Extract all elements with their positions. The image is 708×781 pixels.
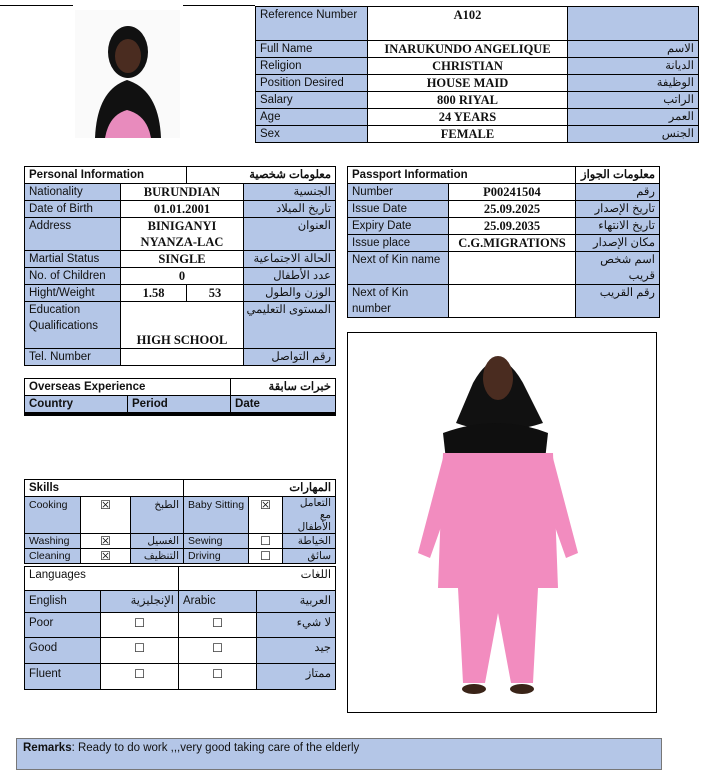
value-weight: 53 [187,285,244,302]
english-checkbox[interactable]: ☐ [101,638,179,664]
table-row [25,415,336,416]
level-label: Fluent [25,664,101,690]
level-label-ar: ممتاز [257,664,336,690]
skill-checkbox[interactable]: ☐ [249,534,283,549]
value-kin-name [449,252,576,285]
languages-table [24,566,336,690]
languages-title: Languages [25,567,179,591]
label-full-name: Full Name [256,41,368,58]
language-level-row [25,664,336,690]
ar-reference [568,7,699,41]
ar-address: العنوان [244,218,336,251]
arabic-checkbox[interactable]: ☐ [179,638,257,664]
skill-checkbox[interactable]: ☒ [81,497,131,534]
skill-label: Washing [25,534,81,549]
english-checkbox[interactable]: ☐ [101,613,179,638]
column-date: Date [231,396,336,413]
language-level-row [25,613,336,638]
skill-row [25,549,336,564]
personal-title: Personal Information [25,167,187,184]
ar-kin-name: اسم شخص قريب [576,252,660,285]
label-tel: Tel. Number [25,349,121,366]
label-expiry-date: Expiry Date [348,218,449,235]
value-tel [121,349,244,366]
label-kin-name: Next of Kin name [348,252,449,285]
languages-title-ar: اللغات [179,567,336,591]
value-age: 24 YEARS [368,109,568,126]
column-country: Country [25,396,128,413]
skill-checkbox[interactable]: ☒ [81,549,131,564]
label-marital: Martial Status [25,251,121,268]
ar-kin-number: رقم القريب [576,285,660,318]
value-sex: FEMALE [368,126,568,143]
skill-label-ar: التنظيف [131,549,184,564]
label-salary: Salary [256,92,368,109]
cell [231,415,336,416]
value-children: 0 [121,268,244,285]
skills-title-ar: المهارات [184,480,336,497]
value-reference: A102 [368,7,568,41]
ar-dob: تاريخ الميلاد [244,201,336,218]
personal-info-table [24,166,336,366]
skill-label-ar: التعامل مع الأطفال [283,497,336,534]
candidate-portrait-photo [75,10,180,138]
skill-label: Cleaning [25,549,81,564]
ar-religion: الديانة [568,58,699,75]
address-line-1: BINIGANYI [147,219,217,233]
skill-label-ar: الطبخ [131,497,184,534]
skill-row [25,534,336,549]
arabic-checkbox[interactable]: ☐ [179,613,257,638]
value-issue-place: C.G.MIGRATIONS [449,235,576,252]
value-nationality: BURUNDIAN [121,184,244,201]
skill-label-ar: سائق [283,549,336,564]
value-salary: 800 RIYAL [368,92,568,109]
remarks-text: : Ready to do work ,,,very good taking care of the elderly [71,742,360,754]
value-position: HOUSE MAID [368,75,568,92]
skill-label: Baby Sitting [184,497,249,534]
summary-table [255,6,699,143]
overseas-title: Overseas Experience [25,379,231,396]
cell [128,415,231,416]
candidate-full-body-photo [347,332,657,713]
english-label: English [25,591,101,613]
ar-children: عدد الأطفال [244,268,336,285]
overseas-experience-table [24,378,336,416]
value-kin-number [449,285,576,318]
value-address [121,218,244,251]
label-position: Position Desired [256,75,368,92]
remarks-box [16,738,662,770]
value-passport-number: P00241504 [449,184,576,201]
label-sex: Sex [256,126,368,143]
ar-expiry-date: تاريخ الانتهاء [576,218,660,235]
level-label-ar: جيد [257,638,336,664]
value-education: HIGH SCHOOL [121,302,244,349]
value-issue-date: 25.09.2025 [449,201,576,218]
label-height-weight: Hight/Weight [25,285,121,302]
column-period: Period [128,396,231,413]
ar-education: المستوى التعليمي [244,302,336,349]
cell [25,415,128,416]
overseas-title-ar: خبرات سابقة [231,379,336,396]
skill-label-ar: الخياطة [283,534,336,549]
ar-marital: الحالة الاجتماعية [244,251,336,268]
skill-label: Driving [184,549,249,564]
language-level-row [25,638,336,664]
ar-sex: الجنس [568,126,699,143]
ar-full-name: الاسم [568,41,699,58]
skills-title: Skills [25,480,184,497]
label-reference: Reference Number [256,7,368,41]
value-marital: SINGLE [121,251,244,268]
ar-position: الوظيفة [568,75,699,92]
skill-label: Cooking [25,497,81,534]
label-education: Education Qualifications [25,302,121,349]
value-full-name: INARUKUNDO ANGELIQUE [368,41,568,58]
english-label-ar: الإنجليزية [101,591,179,613]
level-label: Good [25,638,101,664]
label-religion: Religion [256,58,368,75]
english-checkbox[interactable]: ☐ [101,664,179,690]
value-religion: CHRISTIAN [368,58,568,75]
label-age: Age [256,109,368,126]
skill-row [25,497,336,534]
arabic-label: Arabic [179,591,257,613]
address-line-2: NYANZA-LAC [140,235,224,249]
skill-checkbox[interactable]: ☒ [249,497,283,534]
skill-label: Sewing [184,534,249,549]
skill-label-ar: الغسيل [131,534,184,549]
ar-height-weight: الوزن والطول [244,285,336,302]
level-label-ar: لا شيء [257,613,336,638]
label-children: No. of Children [25,268,121,285]
label-address: Address [25,218,121,251]
label-nationality: Nationality [25,184,121,201]
ar-nationality: الجنسية [244,184,336,201]
value-expiry-date: 25.09.2035 [449,218,576,235]
personal-title-ar: معلومات شخصية [187,167,336,184]
level-label: Poor [25,613,101,638]
label-issue-date: Issue Date [348,201,449,218]
label-kin-number: Next of Kin number [348,285,449,318]
arabic-checkbox[interactable]: ☐ [179,664,257,690]
ar-salary: الراتب [568,92,699,109]
ar-passport-number: رقم [576,184,660,201]
skills-table [24,479,336,564]
value-dob: 01.01.2001 [121,201,244,218]
label-dob: Date of Birth [25,201,121,218]
ar-tel: رقم التواصل [244,349,336,366]
passport-info-table [347,166,660,318]
label-passport-number: Number [348,184,449,201]
ar-age: العمر [568,109,699,126]
skill-checkbox[interactable]: ☐ [249,549,283,564]
ar-issue-place: مكان الإصدار [576,235,660,252]
passport-title: Passport Information [348,167,576,184]
arabic-label-ar: العربية [257,591,336,613]
skill-checkbox[interactable]: ☒ [81,534,131,549]
label-issue-place: Issue place [348,235,449,252]
remarks-label: Remarks [23,742,72,754]
value-height: 1.58 [121,285,187,302]
ar-issue-date: تاريخ الإصدار [576,201,660,218]
passport-title-ar: معلومات الجواز [576,167,660,184]
